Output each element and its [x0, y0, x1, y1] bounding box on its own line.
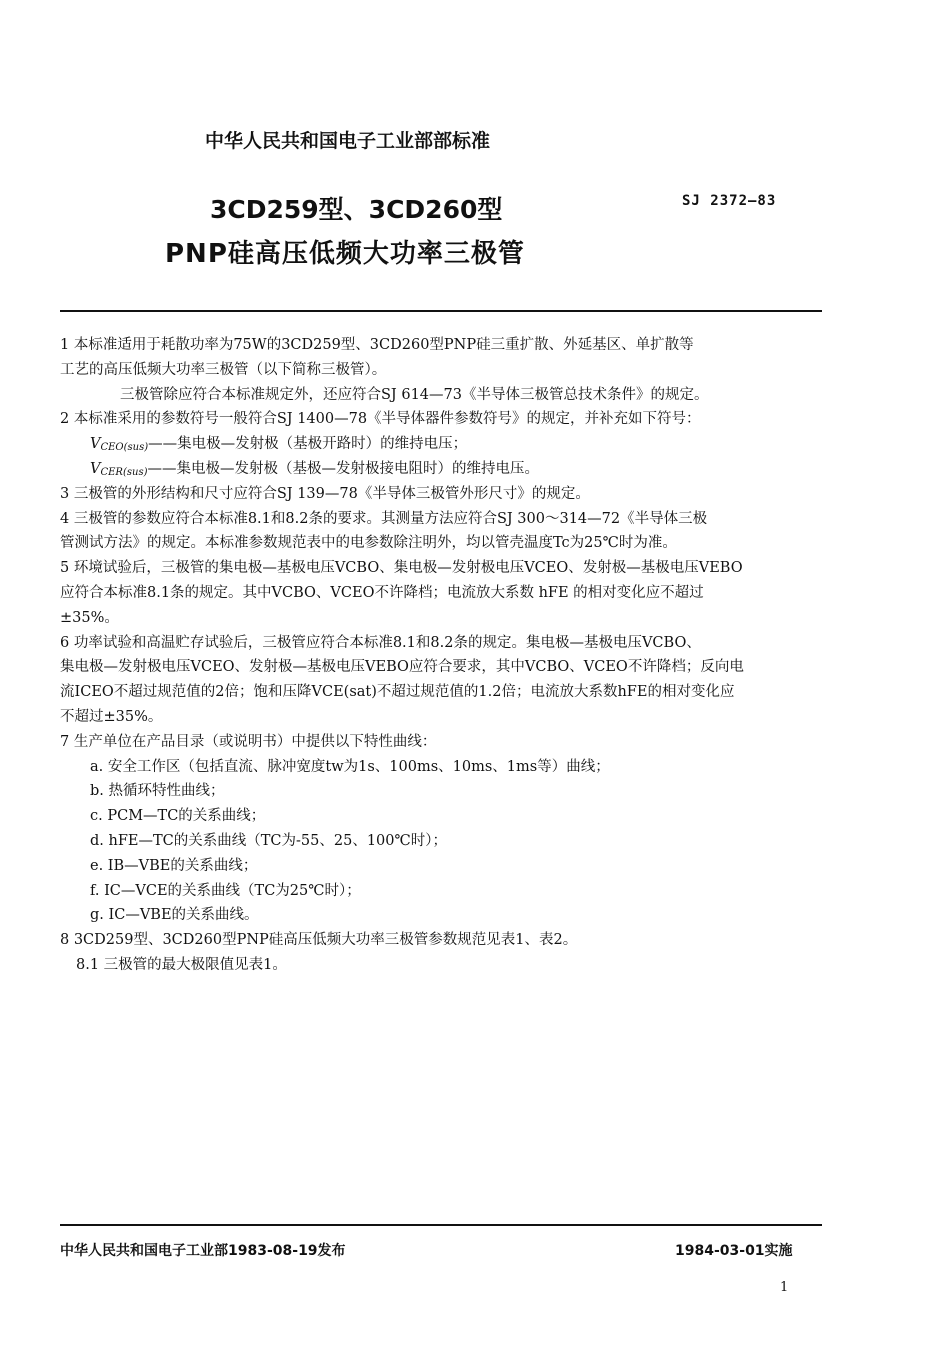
list-item: f. IC—VCE的关系曲线（TC为25℃时）；	[90, 882, 361, 899]
symbol-definition-line	[60, 432, 830, 457]
paragraph-line: 管测试方法》的规定。本标准参数规范表中的电参数除注明外，均以管壳温度Tc为25℃时为准。	[60, 535, 677, 552]
list-item: c. PCM—TC的关系曲线；	[90, 808, 266, 825]
paragraph-line: ±35%。	[60, 609, 119, 626]
paragraph-line: 5 环境试验后，三极管的集电极—基极电压VCBO、集电极—发射极电压VCEO、发射极—基极电压VEBO	[60, 560, 743, 577]
standard-body	[60, 333, 830, 978]
list-item: a. 安全工作区（包括直流、脉冲宽度tw为1s、100ms、10ms、1ms等）曲线；	[90, 758, 610, 775]
issuing-organization: 中华人民共和国电子工业部部标准	[205, 130, 491, 152]
page-number: 1	[780, 1280, 789, 1295]
paragraph-line: 2 本标准采用的参数符号一般符合SJ 1400—78《半导体器件参数符号》的规定，并补充如下符号：	[60, 411, 701, 428]
effective-date: 1984-03-01实施	[675, 1243, 793, 1259]
paragraph-line: 7 生产单位在产品目录（或说明书）中提供以下特性曲线：	[60, 733, 437, 750]
paragraph-line: 3 三极管的外形结构和尺寸应符合SJ 139—78《半导体三极管外形尺寸》的规定。	[60, 485, 590, 502]
symbol-definition: ——集电极—发射极（基极开路时）的维持电压；	[148, 436, 468, 453]
paragraph-line: 工艺的高压低频大功率三极管（以下简称三极管）。	[60, 361, 387, 378]
title-line-1: 3CD259型、3CD260型	[210, 195, 503, 224]
list-item: b. 热循环特性曲线；	[90, 783, 225, 800]
list-item: d. hFE—TC的关系曲线（TC为-55、25、100℃时）；	[90, 832, 447, 849]
paragraph-line: 6 功率试验和高温贮存试验后，三极管应符合本标准8.1和8.2条的规定。集电极—基极电压VCBO、	[60, 634, 701, 651]
paragraph-line: 应符合本标准8.1条的规定。其中VCBO、VCEO不许降档；电流放大系数 hFE 的相对变化应不超过	[60, 584, 704, 601]
list-item: e. IB—VBE的关系曲线；	[90, 857, 258, 874]
issue-date: 中华人民共和国电子工业部1983-08-19发布	[60, 1243, 346, 1259]
paragraph-line: 集电极—发射极电压VCEO、发射极—基极电压VEBO应符合要求，其中VCBO、VCEO不许降档；反向电	[60, 659, 744, 676]
symbol-subscript: CEO(sus)	[100, 442, 149, 454]
header-divider	[60, 310, 822, 312]
paragraph-line: 1 本标准适用于耗散功率为75W的3CD259型、3CD260型PNP硅三重扩散、外延基区、单扩散等	[60, 337, 694, 353]
paragraph-line: 4 三极管的参数应符合本标准8.1和8.2条的要求。其测量方法应符合SJ 300～314—72《半导体三极	[60, 510, 708, 527]
paragraph-line: 三极管除应符合本标准规定外，还应符合SJ 614—73《半导体三极管总技术条件》的规定。	[120, 386, 709, 403]
paragraph-line: 流ICEO不超过规范值的2倍；饱和压降VCE(sat)不超过规范值的1.2倍；电流放大系数hFE的相对变化应	[60, 684, 735, 701]
symbol-definition-line	[60, 457, 830, 482]
paragraph-line: 8.1 三极管的最大极限值见表1。	[76, 956, 287, 973]
symbol-definition: ——集电极—发射极（基极—发射极接电阻时）的维持电压。	[147, 460, 539, 477]
footer-divider	[60, 1224, 822, 1226]
paragraph-line: 8 3CD259型、3CD260型PNP硅高压低频大功率三极管参数规范见表1、表2。	[60, 932, 578, 949]
symbol-subscript: CER(sus)	[100, 466, 148, 478]
standard-code: SJ 2372—83	[682, 193, 777, 209]
paragraph-line: 不超过±35%。	[60, 708, 163, 725]
list-item: g. IC—VBE的关系曲线。	[90, 907, 259, 924]
title-line-2: PNP硅高压低频大功率三极管	[165, 239, 525, 269]
symbol: V	[90, 436, 101, 453]
symbol: V	[90, 460, 101, 477]
